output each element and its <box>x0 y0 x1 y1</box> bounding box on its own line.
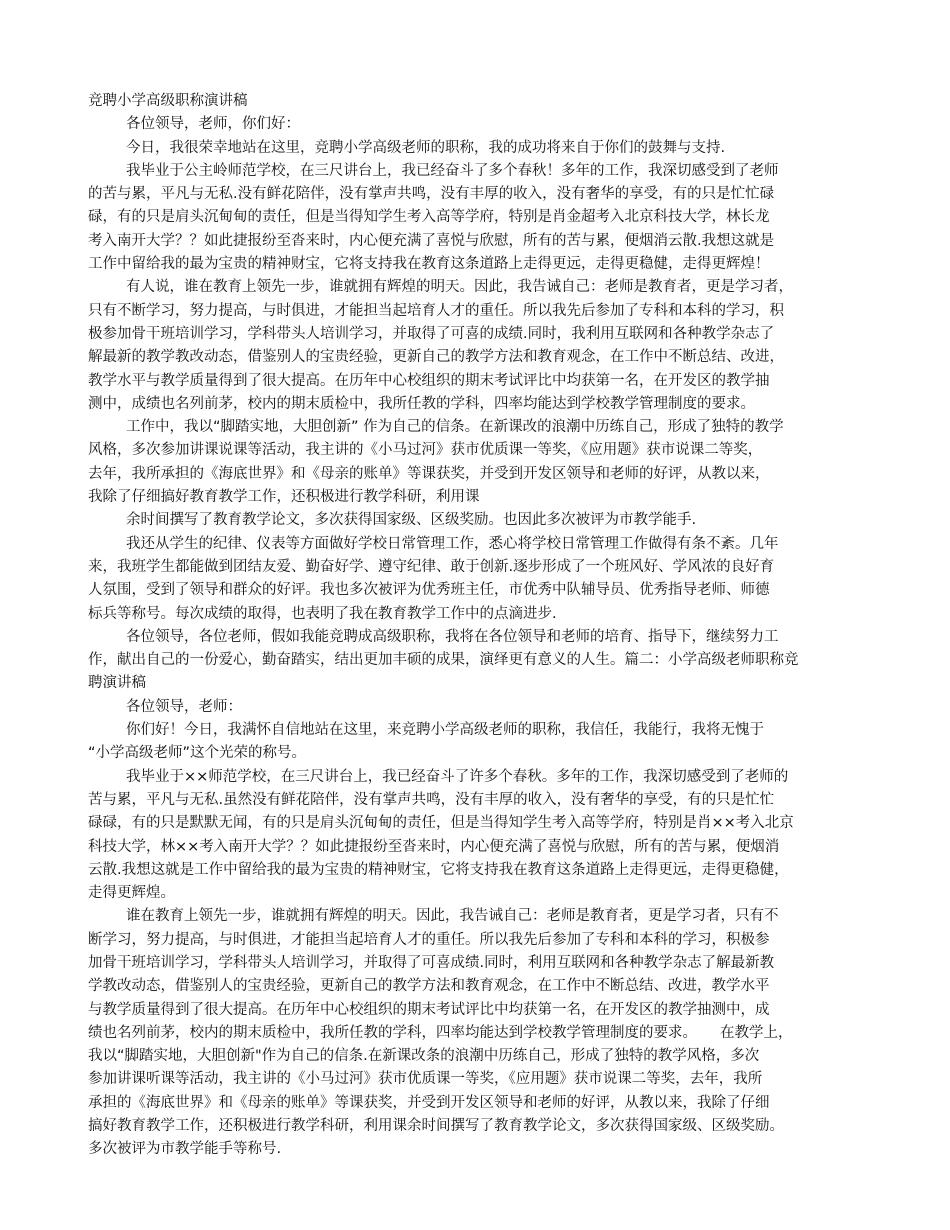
paragraph-line: 与教学质量得到了很大提高。在历年中心校组织的期末考试评比中均获第一名，在开发区的教学抽测中，成 <box>88 1001 770 1018</box>
paragraph-line: 风格，多次参加讲课说课等活动，我主讲的《小马过河》获市优质课一等奖，《应用题》获市说课二等奖， <box>88 442 763 459</box>
paragraph-line: 工作中，我以“脚踏实地，大胆创新” 作为自己的信条。在新课改的浪潮中历练自己，形成了独特的教学 <box>126 419 784 436</box>
paragraph-line: 走得更辉煌。 <box>88 885 175 902</box>
salutation: 各位领导，老师，你们好： <box>126 116 300 133</box>
paragraph-line: 考入南开大学？？如此捷报纷至沓来时，内心便充满了喜悦与欣慰，所有的苦与累，便烟消云散.我想这就是 <box>88 232 775 249</box>
paragraph-line: 参加讲课听课等活动，我主讲的《小马过河》获市优质课一等奖，《应用题》获市说课二等奖，去年，我所 <box>88 1071 763 1088</box>
paragraph-line: 今日，我很荣幸地站在这里，竞聘小学高级老师的职称，我的成功将来自于你们的鼓舞与支持. <box>126 139 726 156</box>
paragraph-line: 人氛围，受到了领导和群众的好评。我也多次被评为优秀班主任，市优秀中队辅导员、优秀指导老师、师德 <box>88 582 770 599</box>
paragraph-line: 谁在教育上领先一步，谁就拥有辉煌的明天。因此，我告诫自己：老师是教育者，更是学习者，只有不 <box>126 908 779 925</box>
paragraph-line: 工作中留给我的最为宝贵的精神财宝，它将支持我在教育这条道路上走得更远，走得更稳健，走得更辉煌！ <box>88 256 770 273</box>
paragraph-line: 我毕业于××师范学校，在三尺讲台上，我已经奋斗了许多个春秋。多年的工作，我深切感受到了老师的 <box>126 768 789 785</box>
paragraph-line: 只有不断学习，努力提高，与时俱进，才能担当起培育人才的重任。所以我先后参加了专科和本科的学习，积 <box>88 302 784 319</box>
paragraph-line: “小学高级老师”这个光荣的称号。 <box>88 745 307 762</box>
paragraph-line: 科技大学，林××考入南开大学？？如此捷报纷至沓来时，内心便充满了喜悦与欣慰，所有的苦与累，便烟消 <box>88 838 780 855</box>
paragraph-line: 极参加骨干班培训学习，学科带头人培训学习，并取得了可喜的成绩.同时，我利用互联网和各种教学杂志了 <box>88 325 775 342</box>
paragraph-line: 断学习，努力提高，与时俱进，才能担当起培育人才的重任。所以我先后参加了专科和本科的学习，积极参 <box>88 931 770 948</box>
paragraph-line: 学教改动态，借鉴别人的宝贵经验，更新自己的教学方法和教育观念，在工作中不断总结、改进，教学水平 <box>88 978 770 995</box>
paragraph-line: 碌碌，有的只是默默无闻，有的只是肩头沉甸甸的责任，但是当得知学生考入高等学府，特别是肖××考入北京 <box>88 815 794 832</box>
paragraph-line: 来，我班学生都能做到团结友爱、勤奋好学、遵守纪律、敢于创新.逐步形成了一个班风好、学风浓的良好育 <box>88 558 775 575</box>
paragraph-line: 的苦与累，平凡与无私.没有鲜花陪伴，没有掌声共鸣，没有丰厚的收入，没有奢华的享受，有的只是忙忙碌 <box>88 186 775 203</box>
paragraph-line: 你们好！今日，我满怀自信地站在这里，来竞聘小学高级老师的职称，我信任，我能行，我将无愧于 <box>126 722 764 739</box>
paragraph-line: 我以“脚踏实地，大胆创新"作为自己的信条.在新课改条的浪潮中历练自己，形成了独特的教学风格，多次 <box>88 1048 760 1065</box>
paragraph-line: 我还从学生的纪律、仪表等方面做好学校日常管理工作，悉心将学校日常管理工作做得有条不紊。几年 <box>126 535 779 552</box>
paragraph-line: 我毕业于公主岭师范学校，在三尺讲台上，我已经奋斗了多个春秋！多年的工作，我深切感受到了老师 <box>126 162 779 179</box>
paragraph-line: 我除了仔细搞好教育教学工作，还积极进行教学科研，利用课 <box>88 489 480 506</box>
paragraph-line: 云散.我想这就是工作中留给我的最为宝贵的精神财宝，它将支持我在教育这条道路上走得更远，走得更稳健， <box>88 861 789 878</box>
paragraph-line: 加骨干班培训学习，学科带头人培训学习，并取得了可喜成绩.同时，利用互联网和各种教学杂志了解最新教 <box>88 954 775 971</box>
paragraph-line: 承担的《海底世界》和《母亲的账单》等课获奖，并受到开发区领导和老师的好评，从教以来，我除了仔细 <box>88 1094 770 1111</box>
paragraph-line: 绩也名列前茅，校内的期末质检中，我所任教的学科，四率均能达到学校教学管理制度的要求。 在教学上， <box>88 1024 793 1041</box>
paragraph-line: 多次被评为市教学能手等称号. <box>88 1141 282 1158</box>
document-page <box>88 90 872 1162</box>
paragraph-line: 有人说，谁在教育上领先一步，谁就拥有辉煌的明天。因此，我告诫自己：老师是教育者，更是学习者， <box>126 279 793 296</box>
paragraph-line: 余时间撰写了教育教学论文，多次获得国家级、区级奖励。也因此多次被评为市教学能手. <box>126 512 697 529</box>
document-title: 竞聘小学高级职称演讲稿 <box>88 93 248 109</box>
paragraph-line: 标兵等称号。每次成绩的取得，也表明了我在教育教学工作中的点滴进步. <box>88 605 557 622</box>
salutation: 各位领导，老师： <box>126 698 242 715</box>
paragraph-line: 作，献出自己的一份爱心，勤奋踏实，结出更加丰硕的成果，演绎更有意义的人生。篇二：小学高级老师职称竞 <box>88 652 799 669</box>
paragraph-line: 各位领导，各位老师，假如我能竞聘成高级职称，我将在各位领导和老师的培育、指导下，继续努力工 <box>126 628 779 645</box>
paragraph-line: 搞好教育教学工作，还积极进行教学科研，利用课余时间撰写了教育教学论文，多次获得国家级、区级奖励。 <box>88 1118 784 1135</box>
paragraph-line: 碌，有的只是肩头沉甸甸的责任，但是当得知学生考入高等学府，特别是肖金超考入北京科技大学，林长龙 <box>88 209 770 226</box>
section-title-line: 聘演讲稿 <box>88 675 146 692</box>
paragraph-line: 测中，成绩也名列前茅，校内的期末质检中，我所任教的学科，四率均能达到学校教学管理制度的要求。 <box>88 395 755 412</box>
paragraph-line: 教学水平与教学质量得到了很大提高。在历年中心校组织的期末考试评比中均获第一名，在开发区的教学抽 <box>88 372 770 389</box>
paragraph-line: 去年，我所承担的《海底世界》和《母亲的账单》等课获奖，并受到开发区领导和老师的好评，从教以来， <box>88 465 770 482</box>
paragraph-line: 苦与累，平凡与无私.虽然没有鲜花陪伴，没有掌声共鸣，没有丰厚的收入，没有奢华的享受，有的只是忙忙 <box>88 791 775 808</box>
paragraph-line: 解最新的教学教改动态，借鉴别人的宝贵经验，更新自己的教学方法和教育观念，在工作中不断总结、改进， <box>88 349 784 366</box>
